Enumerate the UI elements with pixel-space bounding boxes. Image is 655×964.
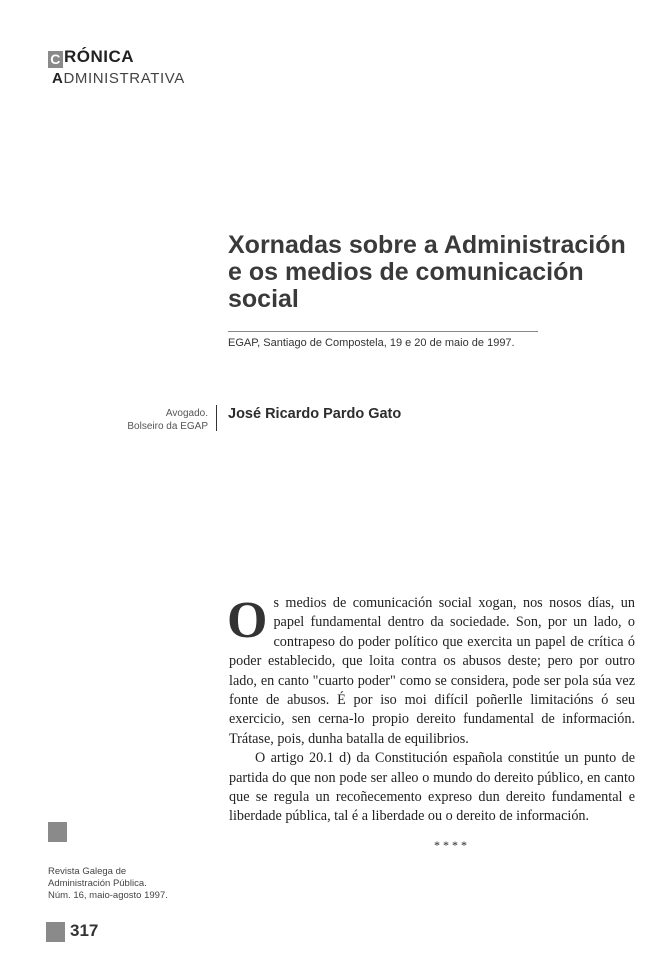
author-role: Avogado. xyxy=(165,408,208,419)
journal-info xyxy=(48,866,168,902)
paragraph-1-text: s medios de comunicación social xogan, nos nosos días, un papel fundamental dentro da sociedade. Son, por un lado, o contrapeso do poder político que exercita un papel de crítica ó poder establecido, que loita contra os abusos deste; pero por outro lado, en canto "cuarto poder" como se considera, pode ser pola súa vez fonte de abusos. É por iso moi difícil poñerlle limitacións ó seu exercicio, sen cerna-lo propio dereito fundamental de información. Trátase, pois, dunha batalla de equilibrios. xyxy=(229,595,635,747)
margin-marker-box xyxy=(48,822,67,842)
body-paragraph-2: O artigo 20.1 d) da Constitución española constitúe un punto de partida do que non pode ser alleo o mundo do dereito público, en canto que se regula un recoñecemento expreso dun dereito fundamental e liberdade pública, tal é a liberdade ou o dereito de información. xyxy=(229,750,635,825)
author-affiliation xyxy=(90,407,208,433)
page-number: 317 xyxy=(70,921,99,940)
author-divider xyxy=(216,405,217,431)
author-position: Bolseiro da EGAP xyxy=(127,421,208,432)
body-paragraph-1 xyxy=(229,594,635,749)
journal-line-3: Núm. 16, maio-agosto 1997. xyxy=(48,890,168,901)
section-subtitle-initial: A xyxy=(52,70,64,87)
section-initial-box: C xyxy=(48,51,63,68)
section-separator: **** xyxy=(434,837,470,852)
section-title-rest: RÓNICA xyxy=(64,47,135,66)
event-info: EGAP, Santiago de Compostela, 19 e 20 de maio de 1997. xyxy=(228,337,515,349)
section-title-line2 xyxy=(52,70,185,87)
journal-line-1: Revista Galega de xyxy=(48,866,127,877)
title-divider xyxy=(228,331,538,332)
journal-line-2: Administración Pública. xyxy=(48,878,147,889)
article-body xyxy=(229,594,635,855)
author-name: José Ricardo Pardo Gato xyxy=(228,406,402,422)
article-title: Xornadas sobre a Administración e os medios de comunicación social xyxy=(228,231,626,313)
section-title-line1 xyxy=(48,47,134,68)
section-subtitle-rest: DMINISTRATIVA xyxy=(63,70,185,87)
drop-cap: O xyxy=(227,592,268,649)
page-number-box xyxy=(46,922,65,942)
